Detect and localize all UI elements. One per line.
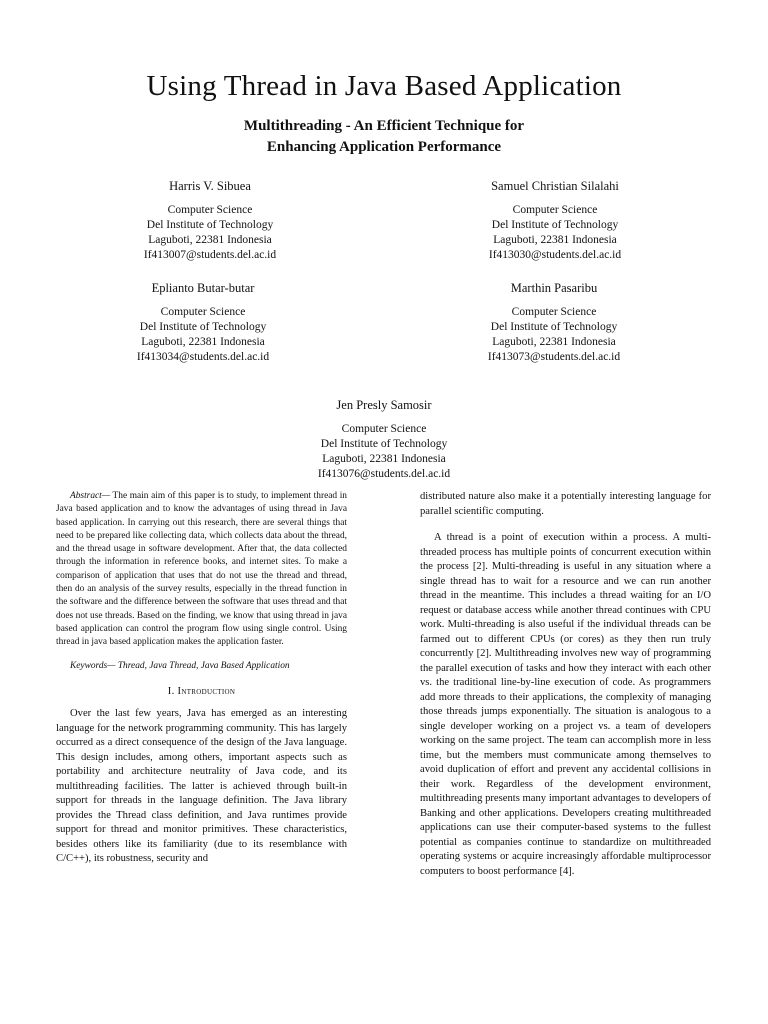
subtitle-line-2: Enhancing Application Performance	[266, 139, 502, 155]
left-column	[56, 490, 347, 867]
keywords: Keywords— Thread, Java Thread, Java Based Application	[70, 660, 290, 671]
author-email: If413076@students.del.ac.id	[317, 468, 451, 480]
author-address: Laguboti, 22381 Indonesia	[492, 336, 616, 348]
author-email: If413034@students.del.ac.id	[136, 351, 270, 363]
author-block-1	[80, 179, 340, 263]
abstract	[56, 490, 347, 650]
author-email: If413073@students.del.ac.id	[487, 351, 621, 363]
author-dept: Computer Science	[512, 204, 598, 216]
author-name: Jen Presly Samosir	[336, 398, 432, 412]
abstract-text: The main aim of this paper is to study, to implement thread in Java based application and to know the advantages of using thread in Java based application. In carrying out this research, there are several things that need to be prepared like collecting data, which collects data about the thread, and the thread usage in software development. After that, the data collected through the information in reference books, and internet sites. To make a comparison of application that uses that do not use the thread and thread, then do an analysis of the survey results, especially in the thread function in the software and the difference between the software that uses thread and that does not use threads. Based on the finding, we know that using thread in java based application can control the program flow using single control. Using thread in java based application makes the application faster.	[56, 491, 347, 648]
right-column	[420, 490, 711, 879]
author-name: Marthin Pasaribu	[510, 281, 598, 295]
right-paragraph-1: distributed nature also make it a potentially interesting language for parallel scientific computing.	[420, 491, 711, 517]
author-name: Harris V. Sibuea	[169, 179, 251, 193]
author-dept: Computer Science	[160, 306, 246, 318]
right-paragraph-2: A thread is a point of execution within a process. A multi-threaded process has multiple points of concurrent execution within the process [2]. Multi-threading is useful in any situation where a single thread has to wait for a resource and we can run another thread in the meantime. This includes a thread waiting for an I/O request or database access while another thread continues with CPU work. Multi-threading is also useful if the individual threads can be farmed out to different CPUs (or cores) as they then run truly concurrently [2]. Multithreading involves new way of programming the parallel execution of tasks and how they interact with each other vs. the traditional line-by-line execution of code. As programmers add more threads to their applications, the complexity of managing those threads jumps exponentially. The situation is analogous to a single developer working on a project vs. a team of developers working on the same project. The team can accomplish more in less time, but the members must communicate among themselves to avoid duplication of effort and prevent any accidental collisions in their work. Regardless of the development environment, multithreading presents many important advantages to developers of Banking and other applications. Developers creating multithreaded applications can use their computer-based systems to the fullest potential as companies continue to standardize on multithreaded operating systems or acquire increasingly affordable multiprocessor computers to boost performance [4].	[420, 532, 711, 877]
intro-paragraph: Over the last few years, Java has emerged as an interesting language for the network programming community. This has largely occurred as a direct consequence of the design of the Java language. This design includes, among others, important aspects such as portability and architecture neutrality of Java code, and its multithreading facilities. The latter is achieved through built-in support for threads in the language definition. The Java library provides the Thread class definition, and Java runtimes provide support for thread and monitor primitives. These characteristics, besides others like its familiarity (due to its resemblance with C/C++), its robustness, security and	[56, 708, 347, 865]
author-name: Samuel Christian Silalahi	[491, 179, 619, 193]
author-block-4	[424, 281, 684, 365]
author-address: Laguboti, 22381 Indonesia	[148, 234, 272, 246]
author-address: Laguboti, 22381 Indonesia	[493, 234, 617, 246]
abstract-label: Abstract—	[70, 491, 111, 501]
author-name: Eplianto Butar-butar	[151, 281, 255, 295]
author-email: If413007@students.del.ac.id	[143, 249, 277, 261]
section-heading-introduction: I. Introduction	[167, 685, 236, 697]
author-block-3	[73, 281, 333, 365]
paper-title: Using Thread in Java Based Application	[146, 70, 622, 102]
author-institution: Del Institute of Technology	[320, 438, 448, 450]
author-email: If413030@students.del.ac.id	[488, 249, 622, 261]
author-dept: Computer Science	[167, 204, 253, 216]
author-institution: Del Institute of Technology	[146, 219, 274, 231]
author-block-2	[425, 179, 685, 263]
author-dept: Computer Science	[511, 306, 597, 318]
author-institution: Del Institute of Technology	[139, 321, 267, 333]
author-address: Laguboti, 22381 Indonesia	[141, 336, 265, 348]
author-institution: Del Institute of Technology	[490, 321, 618, 333]
author-address: Laguboti, 22381 Indonesia	[322, 453, 446, 465]
author-dept: Computer Science	[341, 423, 427, 435]
author-institution: Del Institute of Technology	[491, 219, 619, 231]
subtitle-line-1: Multithreading - An Efficient Technique for	[243, 118, 525, 134]
author-block-5	[254, 398, 514, 482]
paper-subtitle	[0, 116, 768, 158]
